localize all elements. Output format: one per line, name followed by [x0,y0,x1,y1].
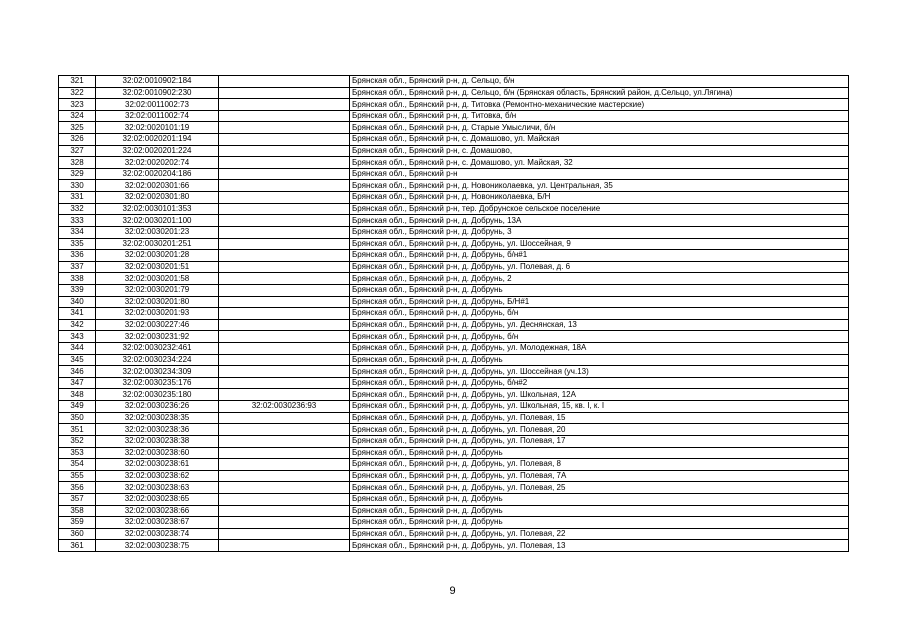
table-row [59,540,849,552]
related-cadastral-number-cell [219,447,350,459]
address-cell: Брянская обл., Брянский р-н, с. Домашово, ул. Майская [350,134,849,146]
address-cell: Брянская обл., Брянский р-н, д. Добрунь, Б/Н#1 [350,296,849,308]
address-cell: Брянская обл., Брянский р-н, д. Добрунь [350,517,849,529]
related-cadastral-number-cell [219,203,350,215]
table-row [59,238,849,250]
table-row [59,250,849,262]
cadastral-number-cell: 32:02:0020201:194 [96,134,219,146]
row-number-cell: 329 [59,168,96,180]
address-cell: Брянская обл., Брянский р-н, д. Добрунь [350,284,849,296]
cadastral-number-cell: 32:02:0030101:353 [96,203,219,215]
row-number-cell: 358 [59,505,96,517]
address-cell: Брянская обл., Брянский р-н, д. Добрунь, ул. Школьная, 15, кв. I, к. I [350,401,849,413]
cadastral-number-cell: 32:02:0030238:62 [96,470,219,482]
related-cadastral-number-cell [219,250,350,262]
related-cadastral-number-cell [219,261,350,273]
row-number-cell: 332 [59,203,96,215]
row-number-cell: 346 [59,366,96,378]
cadastral-number-cell: 32:02:0030201:58 [96,273,219,285]
related-cadastral-number-cell [219,459,350,471]
cadastral-number-cell: 32:02:0030201:28 [96,250,219,262]
address-cell: Брянская обл., Брянский р-н, д. Добрунь, ул. Шоссейная (уч.13) [350,366,849,378]
related-cadastral-number-cell [219,157,350,169]
row-number-cell: 343 [59,331,96,343]
related-cadastral-number-cell [219,435,350,447]
table-row [59,157,849,169]
cadastral-number-cell: 32:02:0030232:461 [96,343,219,355]
cadastral-number-cell: 32:02:0010902:184 [96,76,219,88]
cadastral-number-cell: 32:02:0030236:26 [96,401,219,413]
page-number: 9 [449,585,456,597]
row-number-cell: 337 [59,261,96,273]
table-row [59,459,849,471]
address-cell: Брянская обл., Брянский р-н, д. Добрунь, б/н [350,331,849,343]
row-number-cell: 322 [59,87,96,99]
related-cadastral-number-cell [219,273,350,285]
land-plots-table [58,75,848,552]
cadastral-number-cell: 32:02:0030235:180 [96,389,219,401]
cadastral-number-cell: 32:02:0010902:230 [96,87,219,99]
related-cadastral-number-cell [219,284,350,296]
address-cell: Брянская обл., Брянский р-н, д. Добрунь, ул. Полевая, 20 [350,424,849,436]
address-cell: Брянская обл., Брянский р-н, д. Добрунь, ул. Полевая, д. 6 [350,261,849,273]
address-cell: Брянская обл., Брянский р-н, д. Добрунь, ул. Полевая, 22 [350,528,849,540]
row-number-cell: 324 [59,110,96,122]
row-number-cell: 333 [59,215,96,227]
address-cell: Брянская обл., Брянский р-н, д. Добрунь, б/н [350,308,849,320]
cadastral-number-cell: 32:02:0030238:38 [96,435,219,447]
table-row [59,493,849,505]
cadastral-number-cell: 32:02:0030201:80 [96,296,219,308]
table-row [59,145,849,157]
related-cadastral-number-cell [219,331,350,343]
row-number-cell: 351 [59,424,96,436]
related-cadastral-number-cell [219,145,350,157]
cadastral-number-cell: 32:02:0030238:60 [96,447,219,459]
cadastral-number-cell: 32:02:0030238:61 [96,459,219,471]
address-cell: Брянская обл., Брянский р-н, д. Добрунь [350,447,849,459]
related-cadastral-number-cell [219,296,350,308]
cadastral-number-cell: 32:02:0030201:93 [96,308,219,320]
table-row [59,134,849,146]
row-number-cell: 327 [59,145,96,157]
address-cell: Брянская обл., Брянский р-н, д. Добрунь, ул. Полевая, 25 [350,482,849,494]
cadastral-number-cell: 32:02:0030231:92 [96,331,219,343]
cadastral-number-cell: 32:02:0030235:176 [96,377,219,389]
cadastral-number-cell: 32:02:0011002:74 [96,110,219,122]
cadastral-number-cell: 32:02:0030201:100 [96,215,219,227]
table-row [59,76,849,88]
row-number-cell: 344 [59,343,96,355]
row-number-cell: 347 [59,377,96,389]
address-cell: Брянская обл., Брянский р-н, тер. Добрунское сельское поселение [350,203,849,215]
related-cadastral-number-cell [219,110,350,122]
table-body [59,76,849,552]
row-number-cell: 355 [59,470,96,482]
address-cell: Брянская обл., Брянский р-н, д. Добрунь, ул. Полевая, 8 [350,459,849,471]
row-number-cell: 326 [59,134,96,146]
address-cell: Брянская обл., Брянский р-н, д. Сельцо, б/н (Брянская область, Брянский район, д.Сельцо, ул.Лягина) [350,87,849,99]
related-cadastral-number-cell [219,308,350,320]
cadastral-number-cell: 32:02:0011002:73 [96,99,219,111]
cadastral-number-cell: 32:02:0020204:186 [96,168,219,180]
table-row [59,389,849,401]
row-number-cell: 361 [59,540,96,552]
address-cell: Брянская обл., Брянский р-н, д. Добрунь, ул. Полевая, 17 [350,435,849,447]
table-row [59,412,849,424]
row-number-cell: 339 [59,284,96,296]
cadastral-number-cell: 32:02:0020201:224 [96,145,219,157]
related-cadastral-number-cell [219,517,350,529]
related-cadastral-number-cell [219,168,350,180]
row-number-cell: 349 [59,401,96,413]
address-cell: Брянская обл., Брянский р-н, д. Добрунь, ул. Полевая, 13 [350,540,849,552]
row-number-cell: 336 [59,250,96,262]
cadastral-number-cell: 32:02:0030201:251 [96,238,219,250]
table-row [59,377,849,389]
address-cell: Брянская обл., Брянский р-н [350,168,849,180]
table-row [59,122,849,134]
cadastral-number-cell: 32:02:0030201:51 [96,261,219,273]
table-row [59,215,849,227]
related-cadastral-number-cell [219,366,350,378]
row-number-cell: 334 [59,226,96,238]
address-cell: Брянская обл., Брянский р-н, д. Добрунь, ул. Шоссейная, 9 [350,238,849,250]
table-row [59,168,849,180]
related-cadastral-number-cell [219,470,350,482]
related-cadastral-number-cell [219,192,350,204]
related-cadastral-number-cell [219,493,350,505]
address-cell: Брянская обл., Брянский р-н, д. Добрунь [350,354,849,366]
cadastral-number-cell: 32:02:0030227:46 [96,319,219,331]
related-cadastral-number-cell [219,180,350,192]
table-row [59,203,849,215]
row-number-cell: 357 [59,493,96,505]
address-cell: Брянская обл., Брянский р-н, д. Добрунь, ул. Школьная, 12А [350,389,849,401]
table-row [59,482,849,494]
row-number-cell: 338 [59,273,96,285]
address-cell: Брянская обл., Брянский р-н, д. Титовка (Ремонтно-механические мастерские) [350,99,849,111]
table-row [59,110,849,122]
address-cell: Брянская обл., Брянский р-н, д. Новониколаевка, Б/Н [350,192,849,204]
cadastral-number-cell: 32:02:0030238:66 [96,505,219,517]
row-number-cell: 331 [59,192,96,204]
row-number-cell: 356 [59,482,96,494]
table-row [59,308,849,320]
table-row [59,87,849,99]
related-cadastral-number-cell [219,389,350,401]
related-cadastral-number-cell [219,412,350,424]
table-row [59,424,849,436]
cadastral-number-cell: 32:02:0030238:36 [96,424,219,436]
related-cadastral-number-cell [219,505,350,517]
cadastral-number-cell: 32:02:0030201:23 [96,226,219,238]
row-number-cell: 341 [59,308,96,320]
table-row [59,261,849,273]
related-cadastral-number-cell [219,377,350,389]
table-row [59,447,849,459]
row-number-cell: 350 [59,412,96,424]
address-cell: Брянская обл., Брянский р-н, д. Старые Умысличи, б/н [350,122,849,134]
address-cell: Брянская обл., Брянский р-н, д. Добрунь, ул. Деснянская, 13 [350,319,849,331]
address-cell: Брянская обл., Брянский р-н, с. Домашово, [350,145,849,157]
cadastral-number-cell: 32:02:0020101:19 [96,122,219,134]
related-cadastral-number-cell [219,215,350,227]
row-number-cell: 352 [59,435,96,447]
row-number-cell: 342 [59,319,96,331]
cadastral-number-cell: 32:02:0030201:79 [96,284,219,296]
table-row [59,366,849,378]
address-cell: Брянская обл., Брянский р-н, д. Добрунь, б/н#1 [350,250,849,262]
cadastral-number-cell: 32:02:0020202:74 [96,157,219,169]
address-cell: Брянская обл., Брянский р-н, д. Добрунь, 3 [350,226,849,238]
address-cell: Брянская обл., Брянский р-н, д. Добрунь, ул. Полевая, 15 [350,412,849,424]
table-row [59,528,849,540]
row-number-cell: 348 [59,389,96,401]
address-cell: Брянская обл., Брянский р-н, д. Новониколаевка, ул. Центральная, 35 [350,180,849,192]
table-row [59,343,849,355]
table-row [59,319,849,331]
row-number-cell: 323 [59,99,96,111]
row-number-cell: 328 [59,157,96,169]
address-cell: Брянская обл., Брянский р-н, д. Добрунь, ул. Молодежная, 18А [350,343,849,355]
related-cadastral-number-cell [219,226,350,238]
table-row [59,273,849,285]
related-cadastral-number-cell [219,528,350,540]
cadastral-number-cell: 32:02:0020301:80 [96,192,219,204]
table-row [59,180,849,192]
table-row [59,192,849,204]
address-cell: Брянская обл., Брянский р-н, д. Добрунь, ул. Полевая, 7А [350,470,849,482]
cadastral-number-cell: 32:02:0020301:66 [96,180,219,192]
row-number-cell: 354 [59,459,96,471]
row-number-cell: 325 [59,122,96,134]
table-row [59,99,849,111]
address-cell: Брянская обл., Брянский р-н, д. Добрунь, 13А [350,215,849,227]
address-cell: Брянская обл., Брянский р-н, д. Добрунь, б/н#2 [350,377,849,389]
related-cadastral-number-cell [219,76,350,88]
table-row [59,331,849,343]
address-cell: Брянская обл., Брянский р-н, д. Добрунь [350,505,849,517]
row-number-cell: 340 [59,296,96,308]
related-cadastral-number-cell [219,134,350,146]
address-cell: Брянская обл., Брянский р-н, д. Добрунь, 2 [350,273,849,285]
related-cadastral-number-cell [219,540,350,552]
address-cell: Брянская обл., Брянский р-н, д. Добрунь [350,493,849,505]
related-cadastral-number-cell [219,482,350,494]
cadastral-number-cell: 32:02:0030238:63 [96,482,219,494]
table-row [59,517,849,529]
cadastral-number-cell: 32:02:0030234:309 [96,366,219,378]
related-cadastral-number-cell: 32:02:0030236:93 [219,401,350,413]
row-number-cell: 321 [59,76,96,88]
row-number-cell: 360 [59,528,96,540]
row-number-cell: 335 [59,238,96,250]
table-row [59,505,849,517]
table-row [59,284,849,296]
row-number-cell: 359 [59,517,96,529]
cadastral-number-cell: 32:02:0030234:224 [96,354,219,366]
related-cadastral-number-cell [219,99,350,111]
address-cell: Брянская обл., Брянский р-н, с. Домашово, ул. Майская, 32 [350,157,849,169]
table-row [59,435,849,447]
land-plots-table-grid [58,75,849,552]
related-cadastral-number-cell [219,343,350,355]
related-cadastral-number-cell [219,354,350,366]
cadastral-number-cell: 32:02:0030238:67 [96,517,219,529]
row-number-cell: 345 [59,354,96,366]
related-cadastral-number-cell [219,122,350,134]
cadastral-number-cell: 32:02:0030238:65 [96,493,219,505]
related-cadastral-number-cell [219,238,350,250]
table-row [59,401,849,413]
table-row [59,354,849,366]
table-row [59,296,849,308]
related-cadastral-number-cell [219,319,350,331]
cadastral-number-cell: 32:02:0030238:75 [96,540,219,552]
related-cadastral-number-cell [219,87,350,99]
row-number-cell: 330 [59,180,96,192]
address-cell: Брянская обл., Брянский р-н, д. Сельцо, б/н [350,76,849,88]
table-row [59,226,849,238]
cadastral-number-cell: 32:02:0030238:74 [96,528,219,540]
address-cell: Брянская обл., Брянский р-н, д. Титовка, б/н [350,110,849,122]
row-number-cell: 353 [59,447,96,459]
table-row [59,470,849,482]
cadastral-number-cell: 32:02:0030238:35 [96,412,219,424]
related-cadastral-number-cell [219,424,350,436]
